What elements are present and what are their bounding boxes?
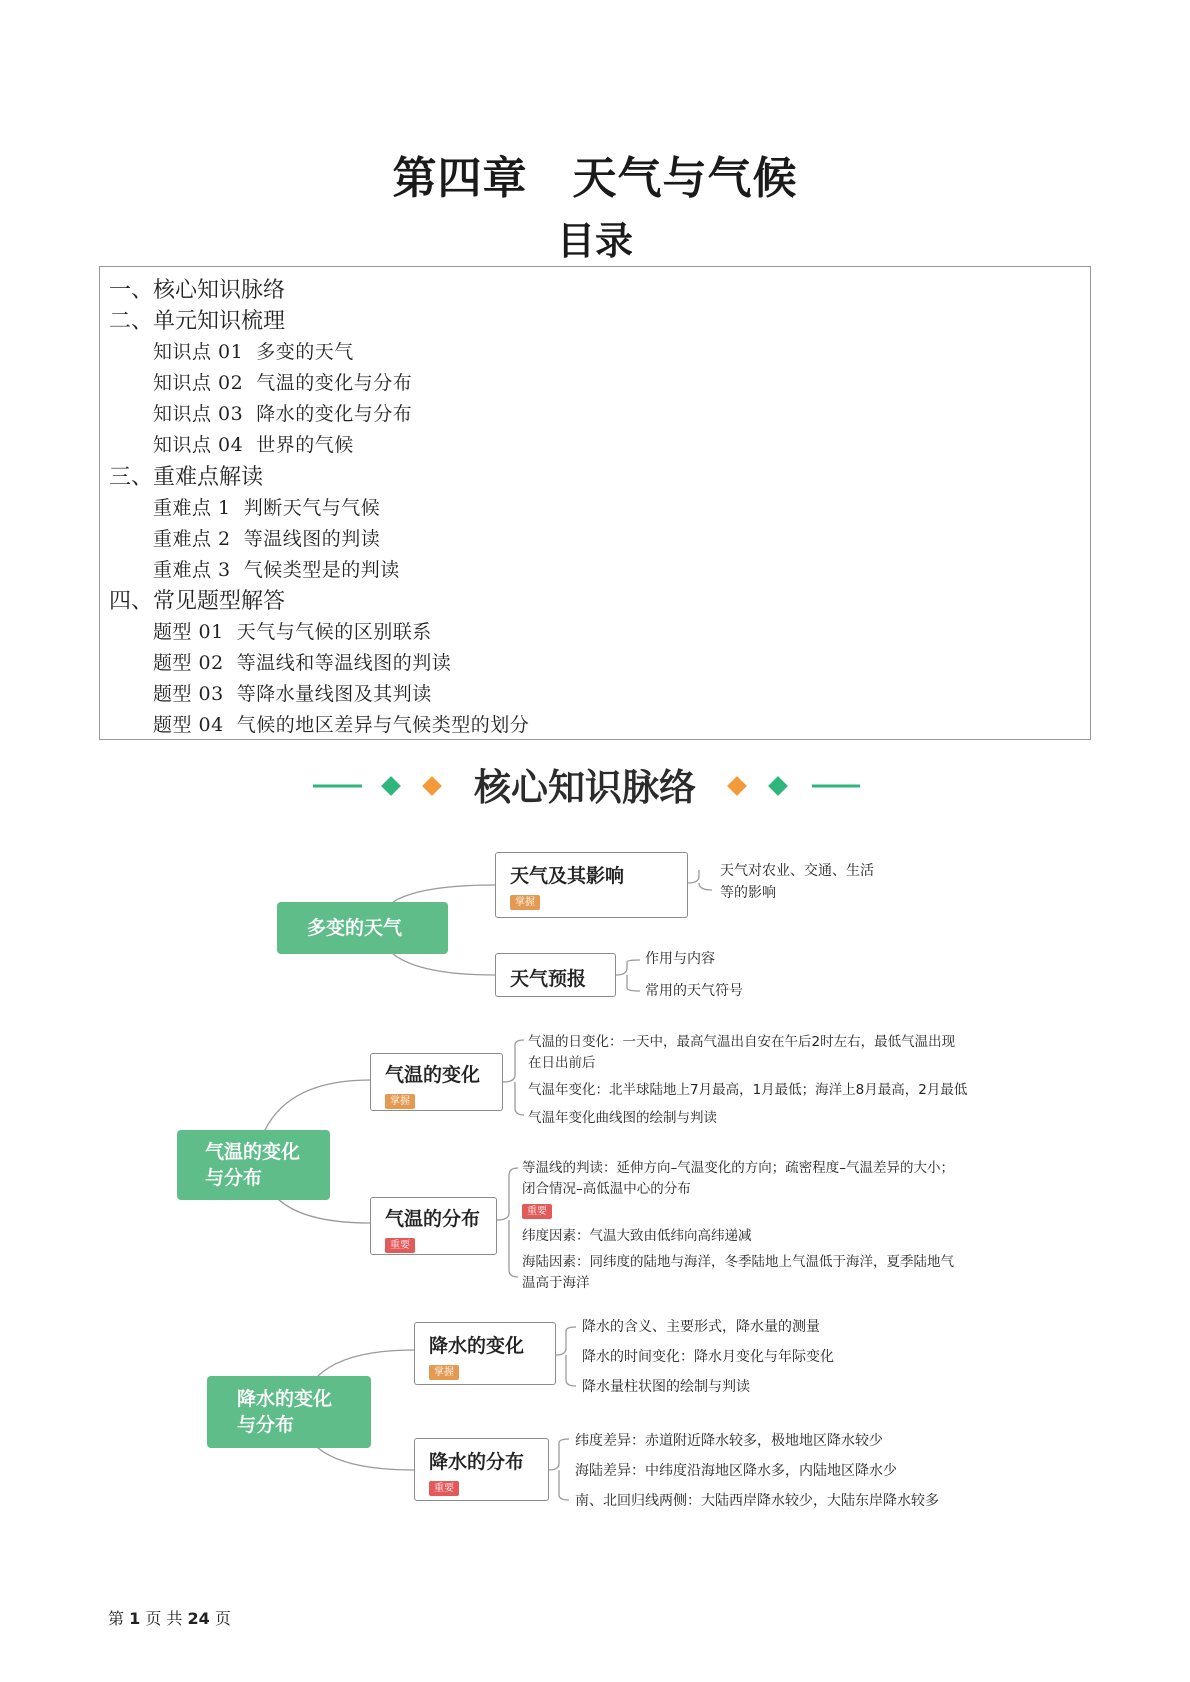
total-page-count: 24 (187, 1609, 210, 1628)
toc-title: 目录 (556, 218, 633, 263)
mindmap-leaf: 降水的含义、主要形式，降水量的测量 (582, 1319, 820, 1335)
mindmap-leaf: 纬度差异：赤道附近降水较多，极地地区降水较少 (575, 1433, 883, 1449)
branch-label: 降水的变化 (429, 1335, 525, 1357)
toc-item[interactable]: 重难点 2 等温线图的判读 (153, 528, 381, 550)
master-badge: 掌握 (510, 895, 540, 910)
important-badge: 重要 (429, 1481, 459, 1496)
toc-item[interactable]: 题型 01 天气与气候的区别联系 (153, 621, 432, 643)
mindmap-leaf: 气温年变化曲线图的绘制与判读 (528, 1110, 717, 1126)
mindmap-root-precipitation: 降水的变化 与分布 (207, 1376, 371, 1448)
mindmap-branch-weather-forecast (495, 953, 616, 997)
toc-item[interactable]: 知识点 03 降水的变化与分布 (153, 403, 413, 425)
master-badge: 掌握 (429, 1365, 459, 1380)
branch-label: 气温的分布 (385, 1208, 481, 1230)
toc-item[interactable]: 题型 04 气候的地区差异与气候类型的划分 (153, 714, 530, 736)
toc-item[interactable]: 重难点 1 判断天气与气候 (153, 497, 381, 519)
mindmap-leaf: 气温年变化：北半球陆地上7月最高，1月最低；海洋上8月最高，2月最低 (528, 1082, 968, 1098)
mindmap-root-weather: 多变的天气 (277, 902, 448, 954)
toc-item[interactable]: 题型 02 等温线和等温线图的判读 (153, 652, 452, 674)
toc-item[interactable]: 三、重难点解读 (109, 465, 264, 490)
master-badge: 掌握 (385, 1094, 415, 1109)
mindmap-leaf: 作用与内容 (645, 951, 715, 967)
mindmap-leaf: 气温的日变化：一天中，最高气温出自安在午后2时左右，最低气温出现 在日出前后 (528, 1034, 956, 1071)
mindmap-leaf: 纬度因素：气温大致由低纬向高纬递减 (522, 1228, 752, 1244)
mindmap-leaf: 海陆差异：中纬度沿海地区降水多，内陆地区降水少 (575, 1463, 897, 1479)
toc-item[interactable]: 知识点 01 多变的天气 (153, 341, 354, 363)
mindmap-leaf: 降水量柱状图的绘制与判读 (582, 1379, 750, 1395)
mindmap-root-temperature: 气温的变化 与分布 (177, 1130, 330, 1200)
branch-label: 气温的变化 (385, 1064, 481, 1086)
branch-label: 降水的分布 (429, 1451, 525, 1473)
mindmap-leaf: 天气对农业、交通、生活 等的影响 (720, 863, 874, 901)
mindmap-leaf: 海陆因素：同纬度的陆地与海洋，冬季陆地上气温低于海洋，夏季陆地气 温高于海洋 (522, 1254, 954, 1291)
mindmap-branch-temperature-distribution (370, 1197, 497, 1255)
banner-title: 核心知识脉络 (474, 766, 696, 809)
branch-label: 天气预报 (510, 968, 587, 990)
toc-item[interactable]: 重难点 3 气候类型是的判读 (153, 559, 400, 581)
important-badge: 重要 (385, 1238, 415, 1253)
mindmap-branch-temperature-change (370, 1053, 503, 1111)
important-badge: 重要 (522, 1204, 552, 1219)
toc-item[interactable]: 二、单元知识梳理 (109, 309, 286, 334)
mindmap-branch-precipitation-distribution (414, 1438, 549, 1501)
branch-label: 天气及其影响 (510, 865, 625, 887)
mindmap-leaf: 南、北回归线两侧：大陆西岸降水较少，大陆东岸降水较多 (575, 1493, 939, 1509)
toc-item[interactable]: 一、核心知识脉络 (109, 278, 286, 303)
toc-item[interactable]: 知识点 04 世界的气候 (153, 434, 354, 456)
toc-item[interactable]: 四、常见题型解答 (109, 589, 286, 614)
mindmap-leaf: 等温线的判读：延伸方向–气温变化的方向；疏密程度–气温差异的大小； 闭合情况–高低温中心的分布 重要 (522, 1160, 954, 1217)
current-page-number: 1 (129, 1609, 141, 1628)
mindmap-leaf: 常用的天气符号 (645, 983, 743, 999)
toc-item[interactable]: 知识点 02 气温的变化与分布 (153, 372, 413, 394)
mindmap-branch-precipitation-change (414, 1322, 556, 1385)
mindmap-leaf: 降水的时间变化：降水月变化与年际变化 (582, 1349, 834, 1365)
page-footer: 第 1 页 共 24 页 (108, 1609, 231, 1628)
mindmap-branch-weather-impact (495, 852, 688, 918)
toc-item[interactable]: 题型 03 等降水量线图及其判读 (153, 683, 432, 705)
page-title: 第四章 天气与气候 (392, 153, 798, 204)
